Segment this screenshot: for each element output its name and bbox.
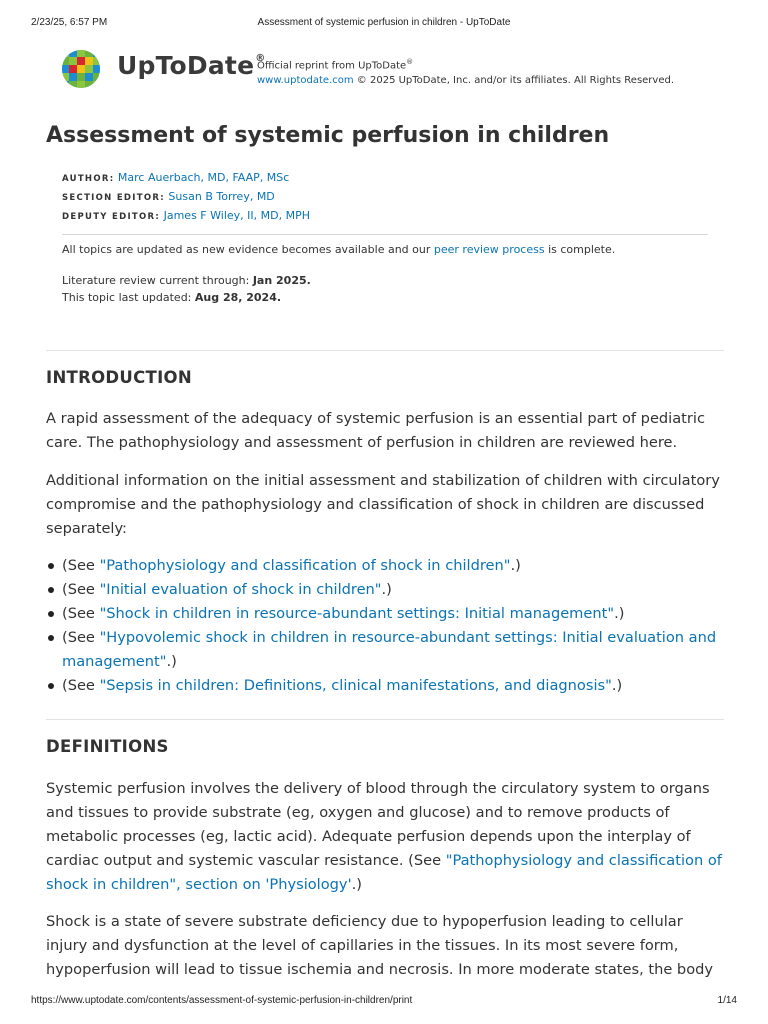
list-item: (See "Hypovolemic shock in children in resource-abundant settings: Initial evaluation and management".) [46, 626, 726, 674]
byline-section-editor [62, 188, 310, 207]
section-editor-link[interactable]: Susan B Torrey, MD [168, 190, 275, 203]
reprint-notice: Official reprint from UpToDate® www.uptodate.com © 2025 UpToDate, Inc. and/or its affiliates. All Rights Reserved. [257, 58, 675, 87]
byline-role: SECTION EDITOR: [62, 193, 165, 203]
list-item: (See "Pathophysiology and classification of shock in children".) [46, 554, 726, 578]
section-heading-definitions: DEFINITIONS [46, 737, 169, 756]
list-item: (See "Shock in children in resource-abundant settings: Initial management".) [46, 602, 726, 626]
brand-name: UpToDate® [117, 51, 266, 80]
site-link[interactable]: www.uptodate.com [257, 75, 354, 87]
section-heading-introduction: INTRODUCTION [46, 368, 192, 387]
author-link[interactable]: Marc Auerbach, MD, FAAP, MSc [117, 171, 290, 184]
byline-role: AUTHOR: [62, 174, 115, 184]
intro-paragraph-2: Additional information on the initial assessment and stabilization of children with circulatory compromise and the pathophysiology and classification of shock in children are discussed separately: [46, 472, 720, 537]
see-also-link[interactable]: "Sepsis in children: Definitions, clinical manifestations, and diagnosis" [99, 677, 612, 694]
topic-meta [62, 242, 708, 306]
peer-review-link[interactable]: peer review process [433, 243, 545, 256]
print-datetime: 2/23/25, 6:57 PM [31, 17, 108, 28]
section-divider [46, 350, 724, 351]
meta-divider [62, 234, 708, 235]
see-also-link[interactable]: "Pathophysiology and classification of shock in children" [99, 557, 511, 574]
review-dates [62, 272, 708, 306]
lit-review-line: Literature review current through: Jan 2025. [62, 274, 311, 287]
see-also-link[interactable]: "Initial evaluation of shock in children" [99, 581, 382, 598]
deputy-editor-link[interactable]: James F Wiley, II, MD, MPH [163, 209, 310, 222]
list-item: (See "Initial evaluation of shock in children".) [46, 578, 726, 602]
definitions-paragraph-2: Shock is a state of severe substrate deficiency due to hypoperfusion leading to cellular injury and dysfunction at the level of capillaries in the tissues. In its most severe form, hypoperfusion will lead to tissue ischemia and necrosis. In more moderate states, the body [46, 913, 714, 978]
copyright-text: © 2025 UpToDate, Inc. and/or its affiliates. All Rights Reserved. [356, 75, 675, 87]
intro-paragraph-1: A rapid assessment of the adequacy of systemic perfusion is an essential part of pediatric care. The pathophysiology and assessment of perfusion in children are reviewed here. [46, 410, 705, 451]
byline-role: DEPUTY EDITOR: [62, 212, 161, 222]
byline-author [62, 169, 310, 188]
byline [62, 169, 310, 226]
section-divider [46, 719, 724, 720]
reprint-line: Official reprint from UpToDate [257, 60, 407, 72]
see-also-link[interactable]: "Hypovolemic shock in children in resource-abundant settings: Initial evaluation and management" [62, 629, 717, 670]
list-item: (See "Sepsis in children: Definitions, clinical manifestations, and diagnosis".) [46, 674, 726, 698]
article-title: Assessment of systemic perfusion in children [46, 123, 610, 148]
byline-deputy-editor [62, 207, 310, 226]
see-also-list [46, 554, 726, 698]
last-updated-line: This topic last updated: Aug 28, 2024. [62, 291, 282, 304]
print-page-title: Assessment of systemic perfusion in children - UpToDate [257, 17, 511, 28]
definitions-paragraph-1: Systemic perfusion involves the delivery of blood through the circulatory system to organs and tissues to provide substrate (eg, oxygen and glucose) and to remove products of metabolic processes (eg, lactic acid). Adequate perfusion depends upon the interplay of cardiac output and systemic vascular resistance. (See "Pathophysiology and classification of shock in children", section on 'Physiology'.) [46, 780, 722, 893]
page-number: 1/14 [717, 995, 737, 1006]
print-header [0, 17, 768, 31]
update-note: All topics are updated as new evidence becomes available and our peer review process is complete. [62, 243, 616, 256]
uptodate-logo-icon [61, 49, 101, 89]
print-url: https://www.uptodate.com/contents/assessment-of-systemic-perfusion-in-children/print [31, 995, 413, 1006]
physiology-section-link[interactable]: "Pathophysiology and classification of shock in children", section on 'Physiology' [46, 852, 722, 893]
see-also-link[interactable]: "Shock in children in resource-abundant settings: Initial management" [99, 605, 615, 622]
print-footer [0, 995, 768, 1009]
